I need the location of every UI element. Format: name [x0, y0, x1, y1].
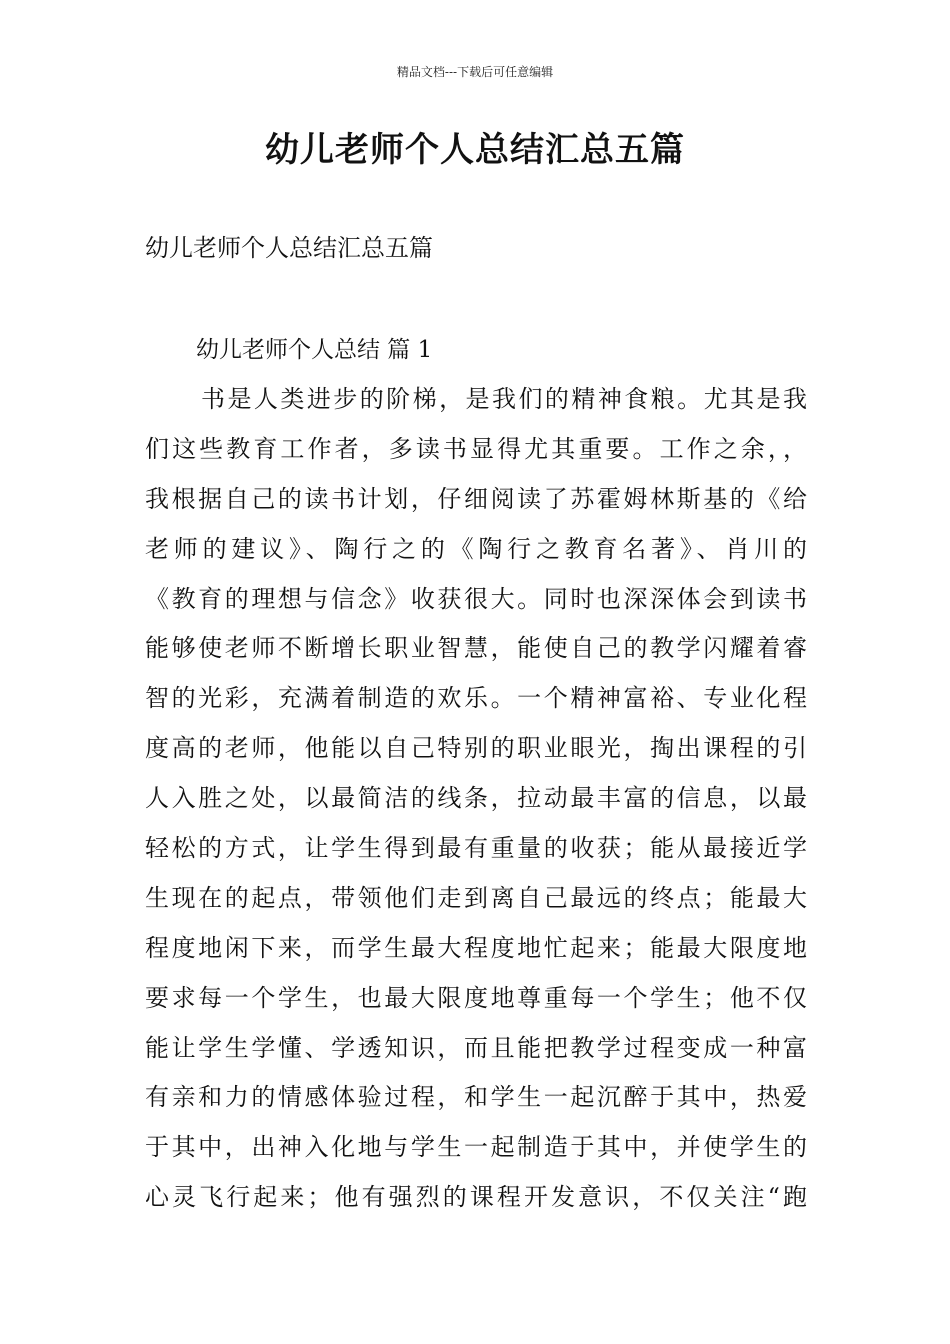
body-line: 心灵飞行起来；他有强烈的课程开发意识，不仅关注“跑 [145, 1183, 807, 1212]
body-line: 程度地闲下来，而学生最大程度地忙起来；能最大限度地 [145, 933, 807, 962]
body-line: 书是人类进步的阶梯，是我们的精神食粮。尤其是我 [201, 385, 807, 413]
body-line: 能让学生学懂、学透知识，而且能把教学过程变成一种富 [145, 1033, 807, 1062]
body-line: 我根据自己的读书计划，仔细阅读了苏霍姆林斯基的《给 [145, 484, 807, 513]
document-subtitle: 幼儿老师个人总结汇总五篇 [145, 234, 433, 262]
section-heading: 幼儿老师个人总结 篇 1 [196, 337, 433, 363]
body-line: 轻松的方式，让学生得到最有重量的收获；能从最接近学 [145, 834, 807, 863]
body-line: 能够使老师不断增长职业智慧，能使自己的教学闪耀着睿 [145, 634, 807, 663]
body-line: 要求每一个学生，也最大限度地尊重每一个学生；他不仅 [145, 983, 807, 1012]
body-line: 《教育的理想与信念》收获很大。同时也深深体会到读书 [145, 584, 807, 613]
body-line: 于其中，出神入化地与学生一起制造于其中，并使学生的 [145, 1133, 807, 1162]
body-text [145, 379, 807, 1227]
body-line: 们这些教育工作者，多读书显得尤其重要。工作之余，， [145, 434, 807, 463]
body-line: 老师的建议》、陶行之的《陶行之教育名著》、肖川的 [145, 534, 807, 563]
body-line: 度高的老师，他能以自己特别的职业眼光，掏出课程的引 [145, 734, 807, 763]
body-line: 智的光彩，充满着制造的欢乐。一个精神富裕、专业化程 [145, 684, 807, 713]
header-note: 精品文档---下载后可任意编辑 [396, 65, 554, 79]
body-line: 生现在的起点，带领他们走到离自己最远的终点；能最大 [145, 883, 807, 912]
body-line: 人入胜之处，以最简洁的线条，拉动最丰富的信息，以最 [145, 784, 807, 813]
body-line: 有亲和力的情感体验过程，和学生一起沉醉于其中，热爱 [145, 1083, 807, 1112]
document-title: 幼儿老师个人总结汇总五篇 [265, 130, 685, 170]
